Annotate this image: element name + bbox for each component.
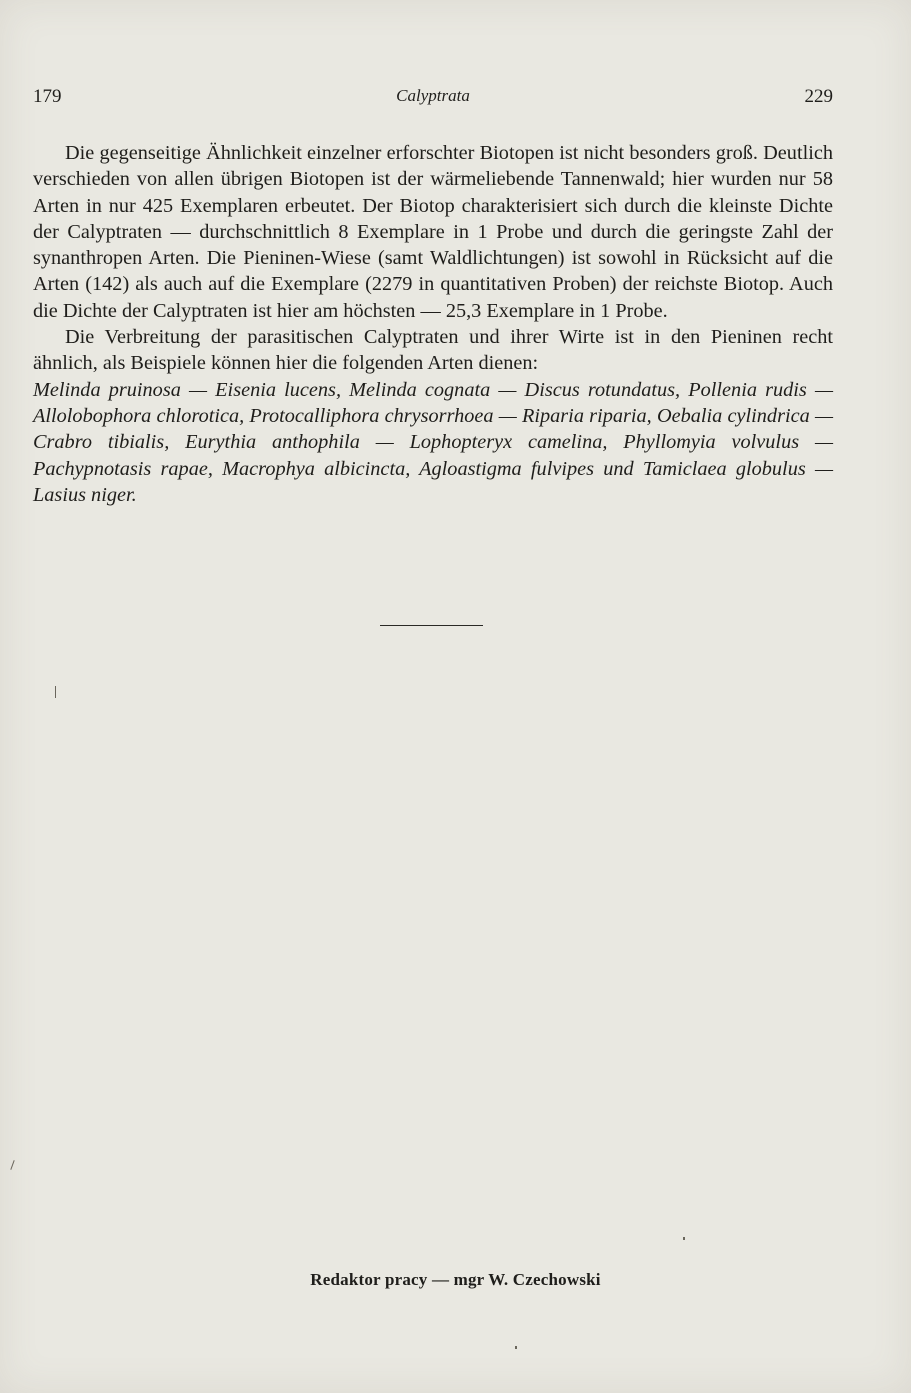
paragraph-biotopes: Die gegenseitige Ähnlichkeit einzelner erforschter Biotopen ist nicht besonders groß. Deutlich verschieden von allen übrigen Biotopen ist der wärmeliebende Tannenwald; hier wurden nur 58 Arten in nur 425 Exemplaren erbeutet. Der Biotop charakterisiert sich durch die kleinste Dichte der Calyptraten — durchschnittlich 8 Exemplare in 1 Probe und durch die geringste Zahl der synanthropen Arten. Die Pieninen-Wiese (samt Waldlichtungen) ist sowohl in Rücksicht auf die Arten (142) als auch auf die Exemplare (2279 in quantitativen Proben) der reichste Biotop. Auch die Dichte der Calyptraten ist hier am höchsten — 25,3 Exemplare in 1 Probe.	[33, 142, 833, 322]
editor-credit: Redaktor pracy — mgr W. Czechowski	[310, 1270, 601, 1289]
scan-speck	[683, 1237, 685, 1240]
page-number: 229	[804, 86, 833, 107]
scan-speck	[10, 1160, 14, 1170]
page-header	[33, 86, 833, 110]
running-title: Calyptrata	[396, 86, 470, 105]
body-text	[33, 140, 833, 508]
scan-speck	[55, 686, 56, 698]
paragraph-parasites: Die Verbreitung der parasitischen Calyptraten und ihrer Wirte ist in den Pieninen recht ähnlich, als Beispiele können hier die folgenden Arten dienen:	[33, 326, 833, 375]
header-left-number: 179	[33, 86, 62, 107]
species-list: Melinda pruinosa — Eisenia lucens, Melinda cognata — Discus rotundatus, Pollenia rudis — Allolobophora chlorotica, Protocalliphora chrysorrhoea — Riparia riparia, Oebalia cylindrica — Crabro tibialis, Eurythia anthophila — Lophopteryx camelina, Phyllomyia volvulus — Pachypnotasis rapae, Macrophya albicincta, Agloastigma fulvipes und Tamiclaea globulus — Lasius niger.	[33, 378, 833, 506]
section-divider	[380, 625, 483, 626]
scan-speck	[515, 1346, 517, 1349]
